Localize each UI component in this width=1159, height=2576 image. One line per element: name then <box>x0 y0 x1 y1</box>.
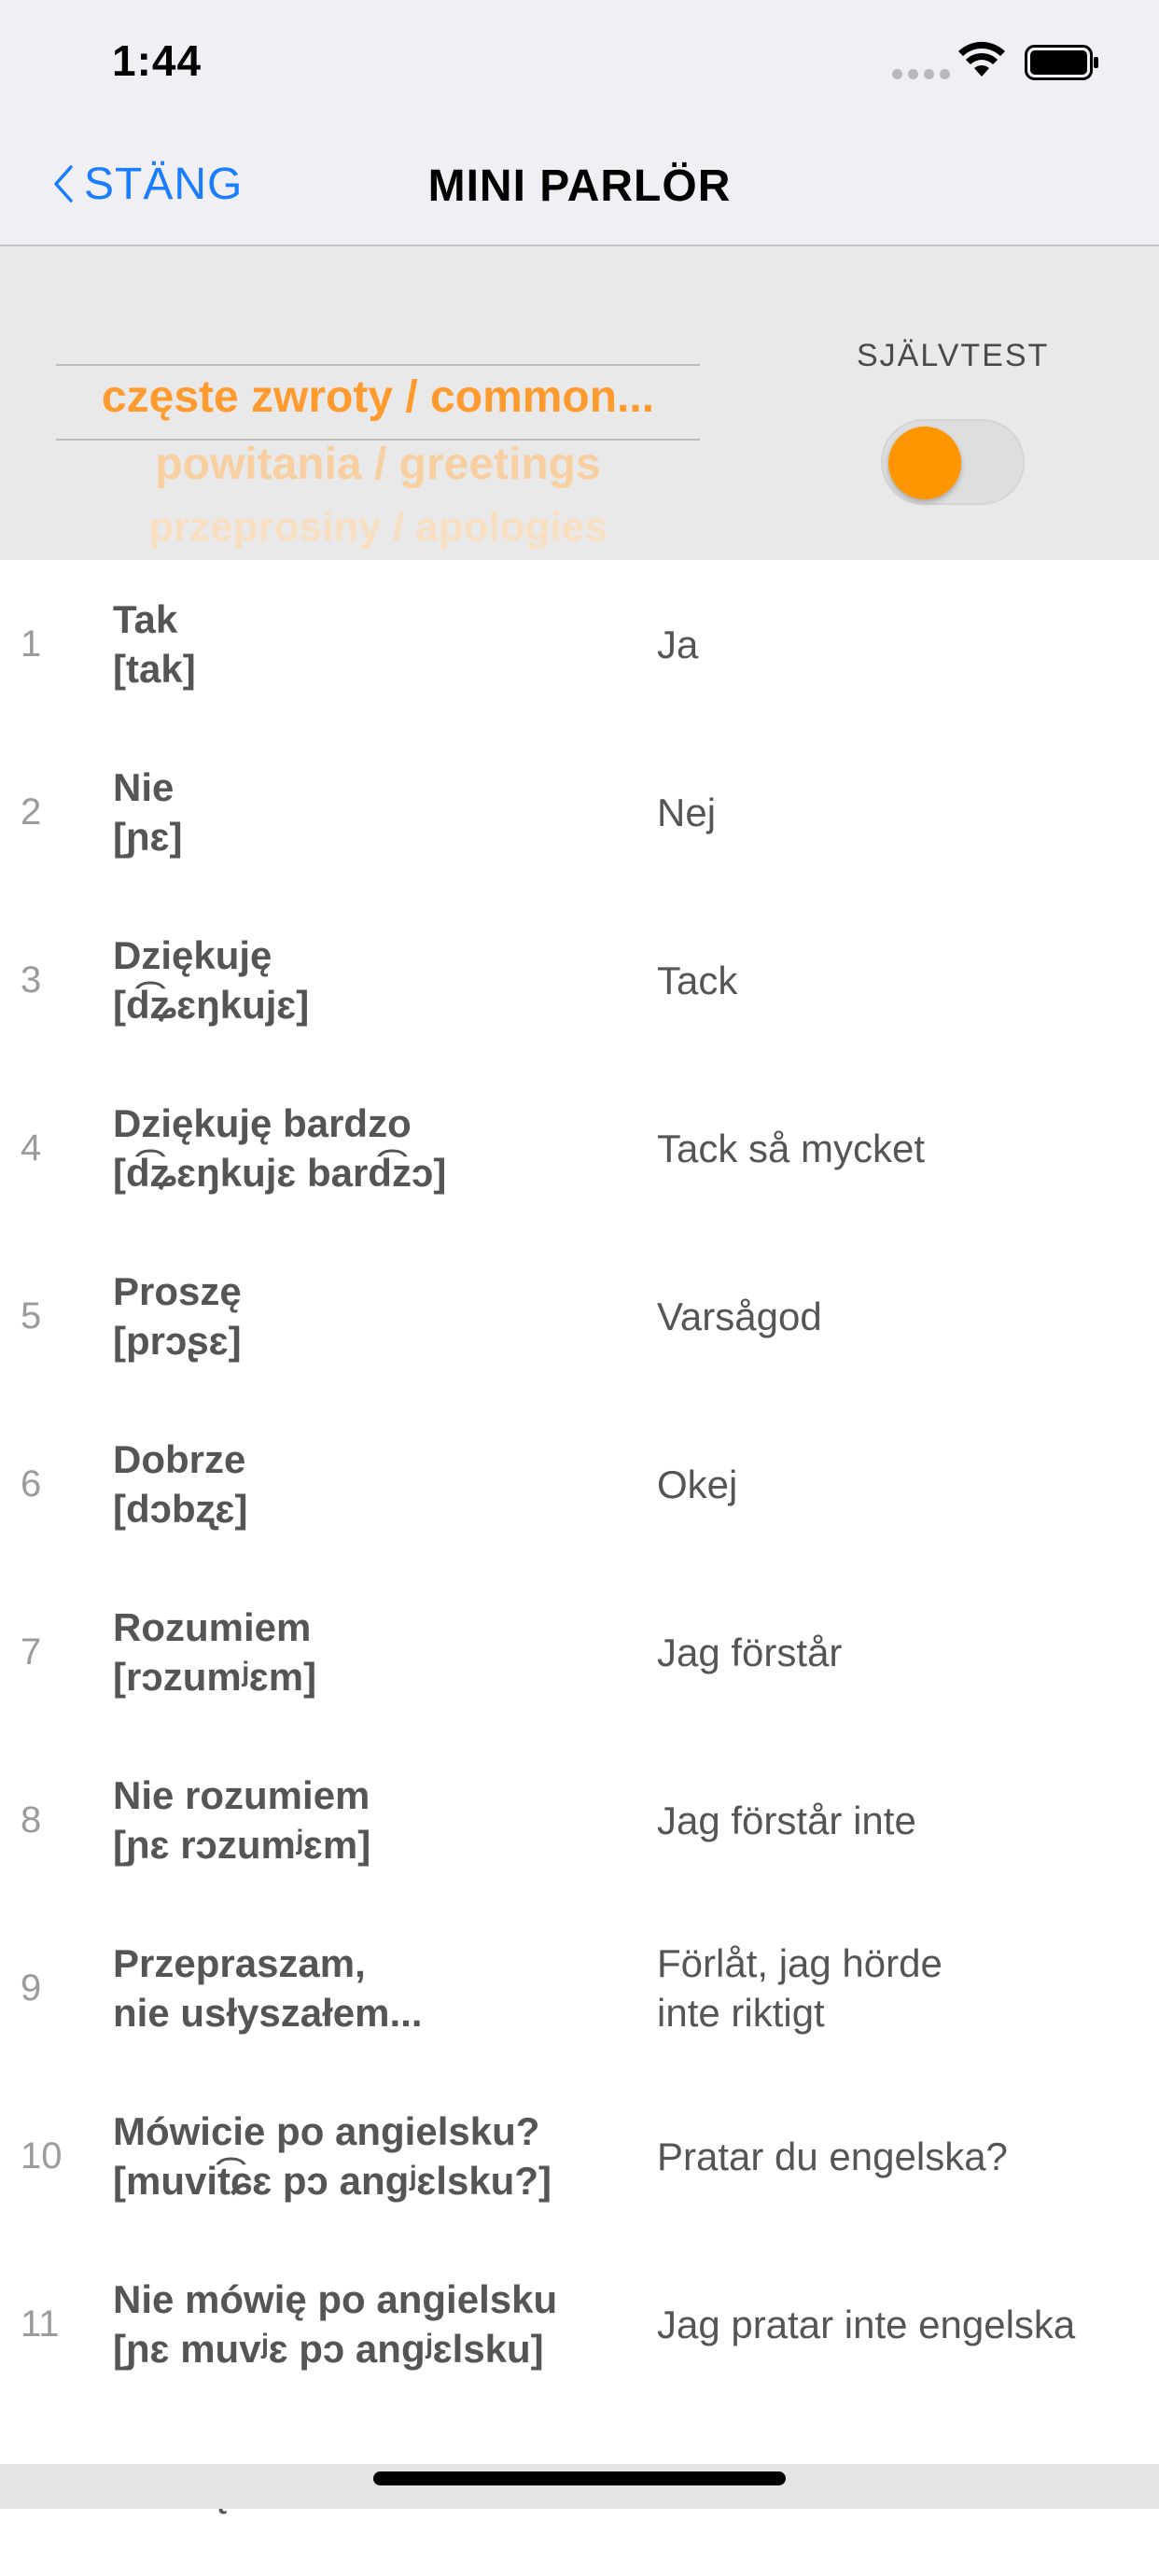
picker-item[interactable]: powitania / greetings <box>155 440 601 489</box>
phrase-number: 10 <box>21 2135 63 2177</box>
phrase-number: 7 <box>21 1631 42 1673</box>
phrase-number: 8 <box>21 1799 42 1841</box>
status-time: 1:44 <box>112 36 202 85</box>
phrase-row[interactable] <box>0 1400 1159 1568</box>
status-bar <box>0 0 1159 123</box>
wifi-icon <box>957 41 1006 78</box>
phrase-number: 4 <box>21 1127 42 1169</box>
polish-phrase: Dziękuję [d͡ʑɛŋkujɛ] <box>113 933 310 1027</box>
polish-phrase: Nie rozumiem [ɲɛ rɔzumʲɛm] <box>113 1773 371 1867</box>
selftest-label: SJÄLVTEST <box>857 338 1050 373</box>
phrase-number: 5 <box>21 1295 42 1337</box>
swedish-translation: Förlåt, jag hörde inte riktigt <box>657 1941 943 2035</box>
phrase-row[interactable] <box>0 1904 1159 2072</box>
swedish-translation: Pratar du engelska? <box>657 2134 1008 2178</box>
picker-top-divider <box>56 364 700 366</box>
swedish-translation: Ja <box>657 622 699 666</box>
phrase-row[interactable] <box>0 728 1159 896</box>
phrase-row[interactable] <box>0 1736 1159 1904</box>
page-title: MINI PARLÖR <box>427 161 732 211</box>
phrase-row[interactable] <box>0 2240 1159 2408</box>
polish-phrase: Przepraszam, nie usłyszałem... <box>113 1941 423 2035</box>
polish-phrase: Tak [tak] <box>113 597 196 691</box>
swedish-translation: Tack <box>657 958 738 1002</box>
swedish-translation: Jag förstår inte <box>657 1798 916 1842</box>
phrase-number: 6 <box>21 1463 42 1505</box>
swedish-translation: Jag pratar inte engelska <box>657 2302 1076 2346</box>
navigation-bar <box>0 123 1159 246</box>
polish-phrase: Dobrze [dɔbʐɛ] <box>113 1437 248 1531</box>
swedish-translation: Tack så mycket <box>657 1126 926 1170</box>
cellular-signal-icon <box>892 69 950 79</box>
phrase-row[interactable] <box>0 896 1159 1064</box>
category-picker[interactable] <box>56 364 700 560</box>
polish-phrase: Rozumiem [rɔzumʲɛm] <box>113 1605 317 1699</box>
phrase-row[interactable] <box>0 1568 1159 1736</box>
toggle-knob[interactable] <box>888 427 961 499</box>
phrase-row[interactable] <box>0 1232 1159 1400</box>
swedish-translation: Nej <box>657 790 717 834</box>
polish-phrase: Nie [ɲɛ] <box>113 765 183 859</box>
polish-phrase: Dziękuję bardzo [d͡ʑɛŋkujɛ bard͡zɔ] <box>113 1101 447 1195</box>
phrase-row[interactable] <box>0 1064 1159 1232</box>
phrase-number: 2 <box>21 791 42 833</box>
phrase-row[interactable] <box>0 2072 1159 2240</box>
home-indicator[interactable] <box>373 2471 786 2485</box>
category-header <box>0 246 1159 560</box>
polish-phrase: Nie mówię po angielsku [ɲɛ muvʲɛ pɔ angʲɛlsku] <box>113 2277 558 2371</box>
phrase-number: 11 <box>21 2303 60 2345</box>
phrase-number: 1 <box>21 623 42 665</box>
phrase-list[interactable] <box>0 560 1159 2464</box>
picker-selected-item[interactable]: częste zwroty / common... <box>101 372 655 422</box>
polish-phrase: Mówicie po angielsku? [muvit͡ɕɛ pɔ angʲɛlsku?] <box>113 2109 552 2203</box>
picker-item[interactable]: przeprosiny / apologies <box>148 504 607 550</box>
phrase-row[interactable] <box>0 560 1159 728</box>
phrase-number: 9 <box>21 1967 42 2009</box>
battery-icon <box>1025 45 1099 80</box>
phrase-number: 3 <box>21 959 42 1001</box>
swedish-translation: Jag förstår <box>657 1630 843 1674</box>
polish-phrase: Proszę [prɔʂɛ] <box>113 1269 242 1363</box>
swedish-translation: Okej <box>657 1462 738 1506</box>
swedish-translation: Varsågod <box>657 1294 822 1338</box>
selftest-toggle[interactable] <box>881 419 1025 505</box>
close-button-label: STÄNG <box>84 159 244 209</box>
